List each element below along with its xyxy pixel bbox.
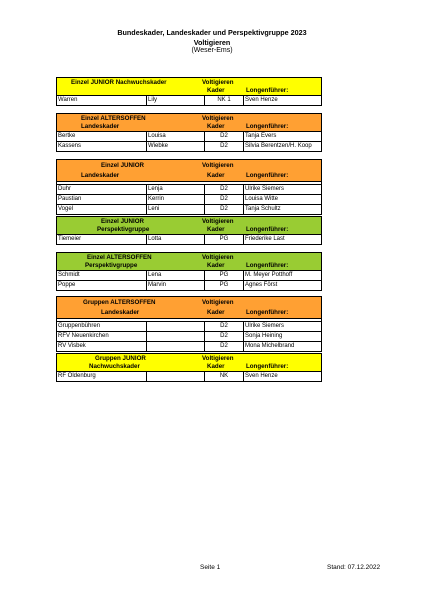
section-gruppen-junior-nachwuchskader	[56, 353, 322, 382]
voltigieren-label: Voltigieren	[202, 162, 234, 169]
name-cell: RV Visbek	[57, 342, 147, 351]
section-title: Einzel JUNIOR	[101, 218, 144, 225]
kader-cell: D2	[205, 185, 244, 194]
voltigieren-label: Voltigieren	[202, 355, 234, 362]
kader-cell: D2	[205, 132, 244, 141]
section-subtitle: Nachwuchskader	[89, 363, 140, 370]
document-region: (Weser-Ems)	[191, 47, 233, 54]
section-rows	[56, 270, 322, 291]
name-cell: Kassens	[57, 142, 147, 151]
section-title: Einzel ALTERSOFFEN	[81, 115, 146, 122]
document-title: Bundeskader, Landeskader und Perspektivgruppe 2023	[117, 28, 307, 37]
section-subheader	[56, 261, 322, 270]
kader-cell: PG	[205, 271, 244, 280]
longenfuehrer-cell: Friederike Last	[245, 236, 285, 242]
vorname-cell: Louisa	[147, 132, 205, 141]
name-cell: Schmidt	[57, 271, 147, 280]
kader-header: Kader	[207, 309, 225, 316]
date-stamp: Stand: 07.12.2022	[327, 564, 381, 571]
table-row	[56, 321, 322, 331]
section-header	[56, 77, 322, 86]
kader-header: Kader	[207, 123, 225, 130]
section-einzel-altersoffen-landeskader	[56, 113, 322, 152]
kader-cell: NK 1	[205, 96, 244, 105]
name-cell: Vogel	[57, 205, 147, 214]
vorname-cell: Lily	[147, 96, 205, 105]
section-rows	[56, 131, 322, 152]
document-subtitle: Voltigieren	[193, 38, 231, 47]
vorname-cell: Lenja	[147, 185, 205, 194]
vorname-cell	[147, 342, 205, 351]
kader-cell: PG	[205, 235, 244, 244]
section-subheader	[56, 225, 322, 234]
section-subtitle: Landeskader	[81, 123, 120, 130]
table-row	[56, 194, 322, 204]
kader-cell: D2	[205, 195, 244, 204]
longenfuehrer-cell: Mona Michelbrand	[245, 343, 295, 349]
name-cell: RFV Neuenkirchen	[57, 332, 147, 341]
section-einzel-junior-landeskader	[56, 159, 322, 215]
kader-cell: PG	[205, 281, 244, 290]
longenfuehrer-cell: Sven Henze	[245, 373, 278, 379]
name-cell: Bertke	[57, 132, 147, 141]
section-header	[56, 113, 322, 122]
longenfuehrer-cell: Tanja Evers	[245, 133, 277, 139]
section-subheader	[56, 362, 322, 371]
section-title: Gruppen JUNIOR	[95, 355, 146, 362]
section-header	[56, 296, 322, 307]
longenfuehrer-header: Longenführer:	[246, 262, 289, 269]
vorname-cell: Leni	[147, 205, 205, 214]
longenfuehrer-cell: Louisa Witte	[245, 196, 279, 202]
kader-cell: NK	[205, 372, 244, 381]
longenfuehrer-cell: Ulrike Siemers	[245, 186, 285, 192]
longenfuehrer-cell: Silvia Berentzen/H. Koop	[245, 143, 312, 149]
name-cell: Paustian	[57, 195, 147, 204]
longenfuehrer-header: Longenführer:	[246, 309, 289, 316]
section-title: Einzel JUNIOR	[101, 162, 144, 169]
kader-cell: D2	[205, 342, 244, 351]
kader-cell: D2	[205, 142, 244, 151]
section-subtitle: Landeskader	[81, 172, 120, 179]
voltigieren-label: Voltigieren	[202, 218, 234, 225]
section-subtitle: Perspektivgruppe	[97, 226, 150, 233]
section-subtitle: Perspektivgruppe	[85, 262, 138, 269]
table-row	[56, 234, 322, 245]
voltigieren-label: Voltigieren	[202, 299, 234, 306]
longenfuehrer-cell: Sonja Heining	[245, 333, 283, 339]
section-subheader	[56, 307, 322, 318]
vorname-cell: Wiebke	[147, 142, 205, 151]
vorname-cell: Marvin	[147, 281, 205, 290]
section-title: Einzel JUNIOR Nachwuchskader	[71, 79, 167, 86]
voltigieren-label: Voltigieren	[202, 79, 234, 86]
kader-header: Kader	[207, 226, 225, 233]
name-cell: Poppe	[57, 281, 147, 290]
table-row	[56, 371, 322, 382]
section-header	[56, 252, 322, 261]
vorname-cell: Kerrin	[147, 195, 205, 204]
vorname-cell	[147, 332, 205, 341]
table-row	[56, 341, 322, 352]
section-rows	[56, 184, 322, 215]
page-number: Seite 1	[200, 564, 221, 571]
vorname-cell	[147, 372, 205, 381]
longenfuehrer-header: Longenführer:	[246, 226, 289, 233]
longenfuehrer-header: Longenführer:	[246, 363, 289, 370]
kader-header: Kader	[207, 262, 225, 269]
section-header	[56, 353, 322, 362]
kader-cell: D2	[205, 322, 244, 331]
name-cell: Warren	[57, 96, 147, 105]
section-rows	[56, 321, 322, 352]
table-row	[56, 95, 322, 106]
name-cell: Tiemeier	[57, 235, 147, 244]
section-einzel-junior-nachwuchskader	[56, 77, 322, 106]
table-row	[56, 204, 322, 215]
section-gruppen-altersoffen-landeskader	[56, 296, 322, 352]
name-cell: RF Oldenburg	[57, 372, 147, 381]
longenfuehrer-cell: Tanja Schultz	[245, 206, 281, 212]
longenfuehrer-cell: Sven Henze	[245, 97, 278, 103]
vorname-cell: Lena	[147, 271, 205, 280]
name-cell: Duhr	[57, 185, 147, 194]
longenfuehrer-cell: Agnes Först	[245, 282, 278, 288]
section-rows	[56, 95, 322, 106]
section-title: Einzel ALTERSOFFEN	[87, 254, 152, 261]
kader-cell: D2	[205, 332, 244, 341]
section-title: Gruppen ALTERSOFFEN	[83, 299, 156, 306]
table-row	[56, 280, 322, 291]
table-row	[56, 131, 322, 141]
vorname-cell: Lotta	[147, 235, 205, 244]
kader-header: Kader	[207, 87, 225, 94]
section-subtitle: Landeskader	[101, 309, 140, 316]
section-einzel-junior-perspektivgruppe	[56, 216, 322, 245]
section-rows	[56, 234, 322, 245]
kader-header: Kader	[207, 363, 225, 370]
table-row	[56, 270, 322, 280]
longenfuehrer-cell: Ulrike Siemers	[245, 323, 285, 329]
section-header	[56, 216, 322, 225]
kader-header: Kader	[207, 172, 225, 179]
kader-cell: D2	[205, 205, 244, 214]
longenfuehrer-header: Longenführer:	[246, 87, 289, 94]
longenfuehrer-cell: M. Meyer Potthoff	[245, 272, 293, 278]
name-cell: Gruppenbühren	[57, 322, 147, 331]
vorname-cell	[147, 322, 205, 331]
longenfuehrer-header: Longenführer:	[246, 172, 289, 179]
section-subheader	[56, 122, 322, 131]
voltigieren-label: Voltigieren	[202, 115, 234, 122]
section-subheader	[56, 170, 322, 181]
section-subheader	[56, 86, 322, 95]
table-row	[56, 141, 322, 152]
voltigieren-label: Voltigieren	[202, 254, 234, 261]
section-einzel-altersoffen-perspektivgruppe	[56, 252, 322, 291]
table-row	[56, 331, 322, 341]
section-header	[56, 159, 322, 170]
section-rows	[56, 371, 322, 382]
longenfuehrer-header: Longenführer:	[246, 123, 289, 130]
table-row	[56, 184, 322, 194]
